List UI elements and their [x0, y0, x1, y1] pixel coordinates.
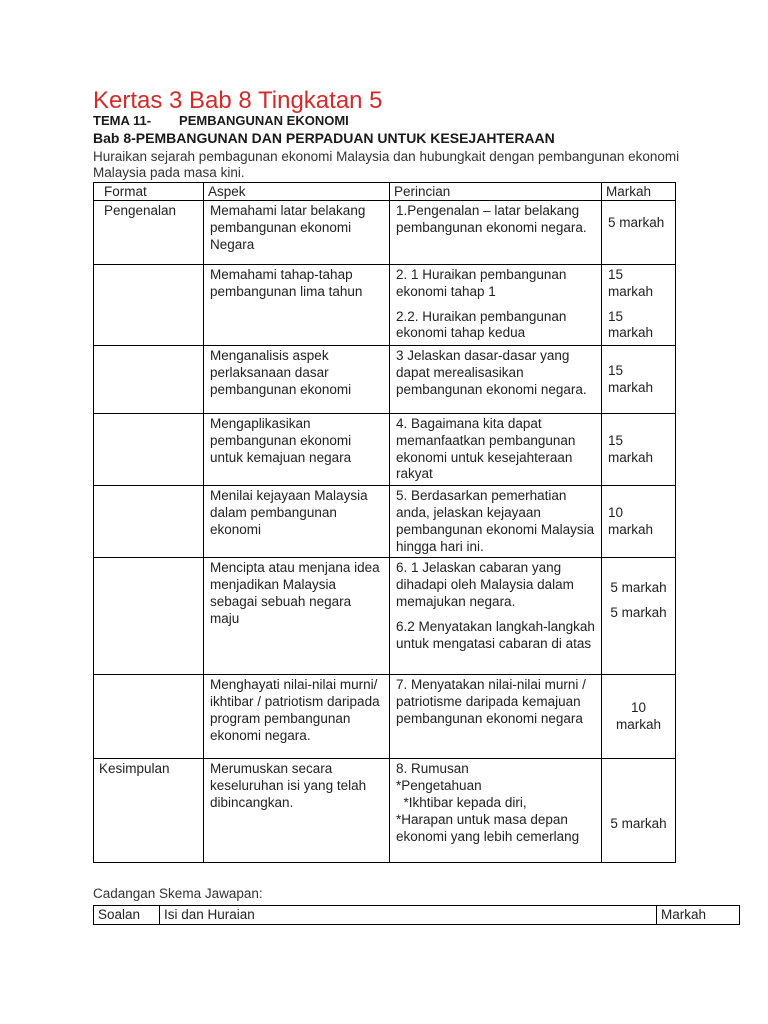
skema-header-row — [94, 906, 740, 925]
perincian-cell: 4. Bagaimana kita dapat memanfaatkan pembangunan ekonomi untuk kesejahteraan rakyat — [390, 414, 602, 486]
aspek-cell: Menilai kejayaan Malaysia dalam pembangunan ekonomi — [204, 486, 390, 558]
aspek-cell: Memahami latar belakang pembangunan ekonomi Negara — [204, 201, 390, 265]
markah-value: 5 markah — [610, 816, 667, 832]
question-instruction: Huraikan sejarah pembagunan ekonomi Malaysia dan hubungkait dengan pembangunan ekonomi Malaysia pada masa kini. — [93, 149, 680, 180]
perincian-cell: 1.Pengenalan – latar belakang pembangunan ekonomi negara. — [390, 201, 602, 265]
perincian-item: 6. 1 Jelaskan cabaran yang dihadapi oleh Malaysia dalam memajukan negara. — [396, 560, 574, 609]
table-row — [94, 759, 676, 863]
markah-value: 15 markah — [608, 308, 654, 341]
tema-name: PEMBANGUNAN EKONOMI — [179, 113, 349, 128]
perincian-item: 2.2. Huraikan pembangunan ekonomi tahap kedua — [396, 308, 567, 341]
table-row — [94, 346, 676, 414]
perincian-cell: 7. Menyatakan nilai-nilai murni / patriotisme daripada kemajuan pembangunan ekonomi negara — [390, 675, 602, 759]
aspek-cell: Menghayati nilai-nilai murni/ ikhtibar / patriotism daripada program pembangunan ekonomi negara. — [204, 675, 390, 759]
format-cell — [94, 346, 204, 414]
format-cell: Pengenalan — [94, 201, 204, 265]
page-title: Kertas 3 Bab 8 Tingkatan 5 — [93, 87, 383, 114]
markah-value: 15 markah — [608, 267, 654, 299]
table-header-row — [94, 183, 676, 201]
header-format: Format — [94, 183, 204, 201]
markah-value: 5 markah — [610, 580, 667, 596]
markah-cell — [602, 675, 676, 759]
perincian-item: 8. Rumusan — [396, 761, 469, 777]
markah-value: 15 markah — [608, 432, 654, 465]
markah-cell — [602, 759, 676, 863]
aspek-cell: Memahami tahap-tahap pembangunan lima tahun — [204, 265, 390, 346]
markah-cell — [602, 346, 676, 414]
perincian-item: 6.2 Menyatakan langkah-langkah untuk mengatasi cabaran di atas — [396, 618, 595, 651]
table-row — [94, 558, 676, 675]
table-row — [94, 414, 676, 486]
tema-label: TEMA 11- — [93, 113, 152, 128]
format-cell — [94, 265, 204, 346]
format-cell — [94, 486, 204, 558]
table-row — [94, 201, 676, 265]
perincian-item: *Ikhtibar kepada diri, — [396, 794, 527, 810]
header-soalan: Soalan — [94, 906, 160, 925]
format-cell: Kesimpulan — [94, 759, 204, 863]
header-markah: Markah — [657, 906, 740, 925]
markah-value: 10 markah — [608, 504, 654, 537]
table-row — [94, 486, 676, 558]
format-cell — [94, 558, 204, 675]
aspek-cell: Menganalisis aspek perlaksanaan dasar pembangunan ekonomi — [204, 346, 390, 414]
markah-cell — [602, 486, 676, 558]
markah-value: 5 markah — [610, 605, 667, 621]
perincian-cell — [390, 265, 602, 346]
marking-table — [93, 182, 676, 863]
format-cell — [94, 414, 204, 486]
header-perincian: Perincian — [390, 183, 602, 201]
markah-cell — [602, 558, 676, 675]
perincian-cell: 3 Jelaskan dasar-dasar yang dapat merealisasikan pembangunan ekonomi negara. — [390, 346, 602, 414]
skema-table — [93, 905, 740, 925]
markah-cell — [602, 265, 676, 346]
aspek-cell: Mencipta atau menjana idea menjadikan Malaysia sebagai sebuah negara maju — [204, 558, 390, 675]
perincian-item: *Harapan untuk masa depan ekonomi yang lebih cemerlang — [396, 811, 580, 844]
perincian-cell — [390, 759, 602, 863]
table-row — [94, 675, 676, 759]
header-aspek: Aspek — [204, 183, 390, 201]
markah-value: 10 markah — [615, 700, 661, 732]
tema-heading — [93, 113, 349, 129]
markah-cell — [602, 414, 676, 486]
markah-value: 15 markah — [608, 362, 654, 395]
skema-caption: Cadangan Skema Jawapan: — [93, 886, 263, 901]
header-markah: Markah — [602, 183, 676, 201]
aspek-cell: Merumuskan secara keseluruhan isi yang telah dibincangkan. — [204, 759, 390, 863]
perincian-item: *Pengetahuan — [396, 778, 482, 794]
perincian-cell — [390, 558, 602, 675]
perincian-cell: 5. Berdasarkan pemerhatian anda, jelaskan kejayaan pembangunan ekonomi Malaysia hingga hari ini. — [390, 486, 602, 558]
markah-cell — [602, 201, 676, 265]
table-row — [94, 265, 676, 346]
perincian-item: 2. 1 Huraikan pembangunan ekonomi tahap 1 — [396, 267, 567, 299]
header-isi-huraian: Isi dan Huraian — [160, 906, 657, 925]
format-cell — [94, 675, 204, 759]
bab-heading: Bab 8-PEMBANGUNAN DAN PERPADUAN UNTUK KESEJAHTERAAN — [93, 130, 555, 146]
aspek-cell: Mengaplikasikan pembangunan ekonomi untuk kemajuan negara — [204, 414, 390, 486]
markah-value: 5 markah — [608, 215, 665, 230]
